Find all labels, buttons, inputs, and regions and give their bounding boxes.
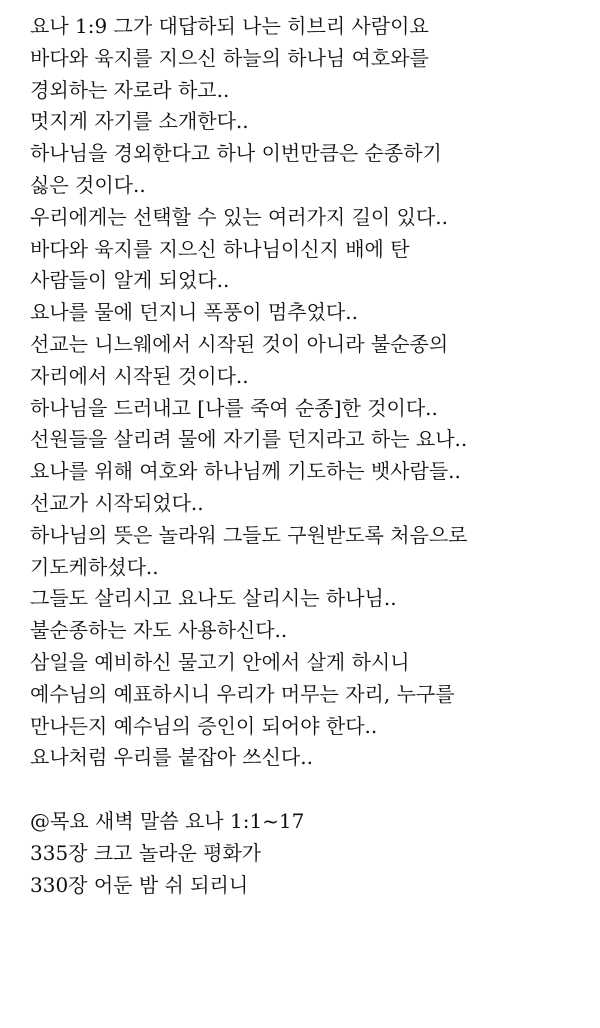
body-line: 만나든지 예수님의 증인이 되어야 한다..: [30, 713, 378, 738]
paragraph-spacer: [30, 774, 590, 806]
body-line: 기도케하셨다..: [30, 554, 159, 579]
body-line: 불순종하는 자도 사용하신다..: [30, 618, 288, 643]
body-line: 사람들이 알게 되었다..: [30, 268, 230, 293]
body-line: 선교가 시작되었다..: [30, 490, 204, 515]
body-line: 요나처럼 우리를 붙잡아 쓰신다..: [30, 745, 313, 770]
body-line: 삼일을 예비하신 물고기 안에서 살게 하시니: [30, 649, 410, 674]
body-line: 하나님의 뜻은 놀라워 그들도 구원받도록 처음으로: [30, 522, 468, 547]
body-line: 하나님을 경외한다고 하나 이번만큼은 순종하기: [30, 141, 442, 166]
body-line: 싫은 것이다..: [30, 172, 146, 197]
body-line: 하나님을 드러내고 [나를 죽여 순종]한 것이다..: [30, 395, 438, 420]
hymn-line: 330장 어둔 밤 쉬 되리니: [30, 872, 249, 897]
body-line: 예수님의 예표하시니 우리가 머무는 자리, 누구를: [30, 681, 455, 706]
body-line: 요나를 위해 여호와 하나님께 기도하는 뱃사람들..: [30, 459, 461, 484]
body-line: 자리에서 시작된 것이다..: [30, 363, 249, 388]
body-line: 우리에게는 선택할 수 있는 여러가지 길이 있다..: [30, 204, 448, 229]
body-line: 선원들을 살리려 물에 자기를 던지라고 하는 요나..: [30, 427, 468, 452]
body-line: 바다와 육지를 지으신 하늘의 하나님 여호와를: [30, 45, 429, 70]
body-line: 그들도 살리시고 요나도 살리시는 하나님..: [30, 586, 397, 611]
body-line: 요나를 물에 던지니 폭풍이 멈추었다..: [30, 300, 358, 325]
devotional-text: [30, 11, 590, 901]
body-line: 바다와 육지를 지으신 하나님이신지 배에 탄: [30, 236, 410, 261]
body-line: 멋지게 자기를 소개한다..: [30, 109, 249, 134]
sermon-reference: @목요 새벽 말씀 요나 1:1~17: [30, 808, 305, 833]
body-paragraph: [30, 11, 590, 774]
body-line: 선교는 니느웨에서 시작된 것이 아니라 불순종의: [30, 331, 449, 356]
footer-notes: [30, 806, 590, 901]
hymn-line: 335장 크고 놀라운 평화가: [30, 840, 262, 865]
body-line: 요나 1:9 그가 대답하되 나는 히브리 사람이요: [30, 14, 429, 38]
body-line: 경외하는 자로라 하고..: [30, 77, 230, 102]
